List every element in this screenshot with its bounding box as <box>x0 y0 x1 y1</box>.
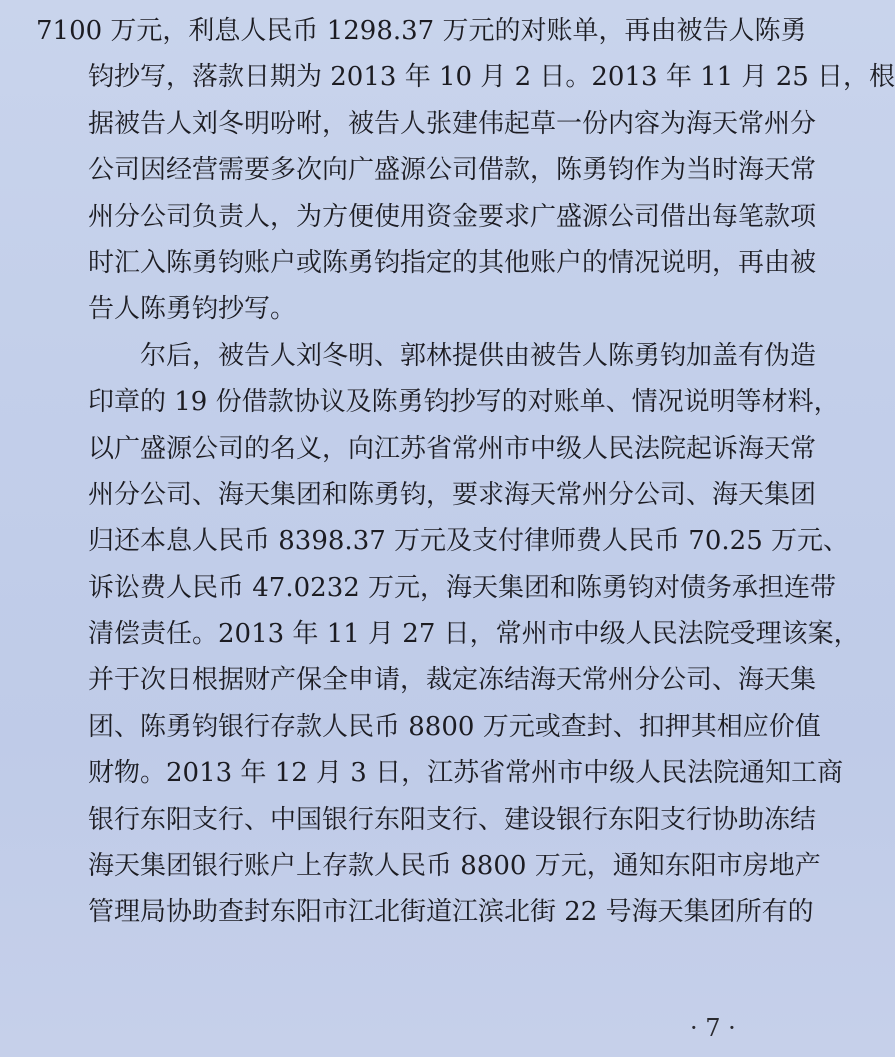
page-number: · 7 · <box>690 1014 736 1042</box>
text-line: 尔后，被告人刘冬明、郭林提供由被告人陈勇钧加盖有伪造 <box>140 340 817 371</box>
text-line: 州分公司、海天集团和陈勇钧，要求海天常州分公司、海天集团 <box>88 479 817 510</box>
text-line: 州分公司负责人，为方便使用资金要求广盛源公司借出每笔款项 <box>88 201 817 232</box>
text-line: 时汇入陈勇钧账户或陈勇钧指定的其他账户的情况说明，再由被 <box>88 247 817 278</box>
text-line: 海天集团银行账户上存款人民币 8800 万元，通知东阳市房地产 <box>88 851 821 882</box>
text-line: 钧抄写，落款日期为 2013 年 10 月 2 日。2013 年 11 月 25 日，根 <box>88 62 895 93</box>
text-line: 公司因经营需要多次向广盛源公司借款，陈勇钧作为当时海天常 <box>88 155 817 186</box>
text-line: 据被告人刘冬明吩咐，被告人张建伟起草一份内容为海天常州分 <box>88 108 817 139</box>
text-line: 财物。2013 年 12 月 3 日，江苏省常州市中级人民法院通知工商 <box>88 758 844 789</box>
text-line: 7100 万元，利息人民币 1298.37 万元的对账单，再由被告人陈勇 <box>36 16 807 46</box>
text-line: 归还本息人民币 8398.37 万元及支付律师费人民币 70.25 万元、 <box>88 526 850 557</box>
text-line: 并于次日根据财产保全申请，裁定冻结海天常州分公司、海天集 <box>88 665 817 696</box>
text-line: 诉讼费人民币 47.0232 万元，海天集团和陈勇钧对债务承担连带 <box>88 572 837 603</box>
body-text <box>36 8 895 936</box>
text-line: 银行东阳支行、中国银行东阳支行、建设银行东阳支行协助冻结 <box>88 804 817 835</box>
text-line: 团、陈勇钧银行存款人民币 8800 万元或查封、扣押其相应价值 <box>88 711 821 742</box>
text-line: 以广盛源公司的名义，向江苏省常州市中级人民法院起诉海天常 <box>88 433 817 464</box>
text-line: 管理局协助查封东阳市江北街道江滨北街 22 号海天集团所有的 <box>88 897 814 928</box>
text-line: 告人陈勇钧抄写。 <box>88 294 297 325</box>
text-line: 印章的 19 份借款协议及陈勇钧抄写的对账单、情况说明等材料， <box>88 387 840 418</box>
paragraph-2 <box>36 333 860 936</box>
paragraph-1 <box>36 8 895 333</box>
text-line: 清偿责任。2013 年 11 月 27 日，常州市中级人民法院受理该案， <box>88 619 860 650</box>
